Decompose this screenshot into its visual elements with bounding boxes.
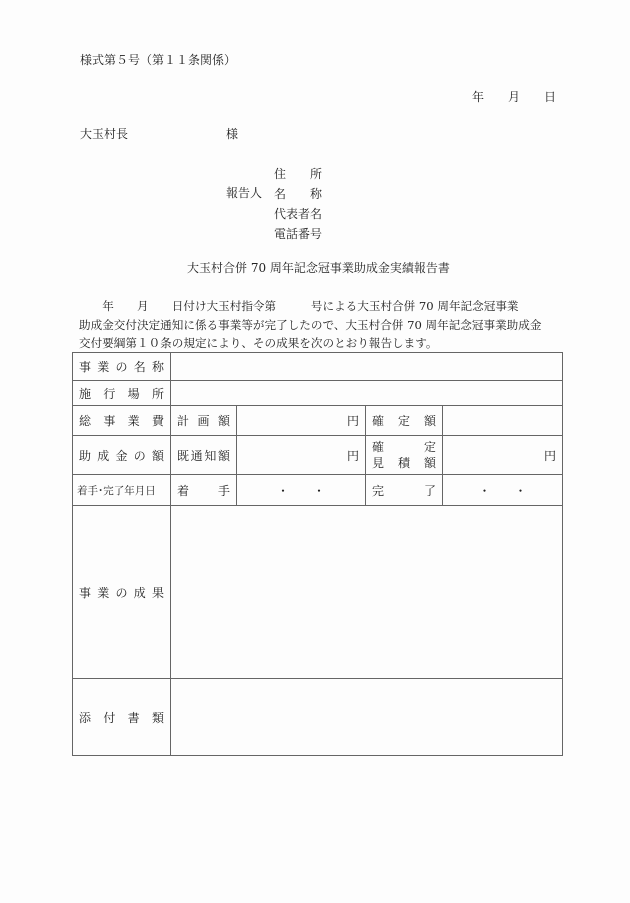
row-project-name (73, 353, 563, 381)
location-field[interactable] (171, 381, 563, 406)
form-number: 様式第５号（第１１条関係） (80, 53, 237, 67)
date-month: 月 (507, 90, 520, 104)
planned-amount-field[interactable] (237, 406, 366, 436)
addressee-honorific: 様 (226, 127, 239, 141)
label-project-name: 事 業 の 名 称 (73, 353, 171, 381)
label-start-end-date: 着手･完了年月日 (73, 475, 171, 506)
row-subsidy (73, 436, 563, 475)
label-total-cost: 総 事 業 費 (73, 406, 171, 436)
reporter-name: 名 称 (274, 187, 323, 201)
yen-unit: 円 (346, 448, 359, 463)
yen-unit: 円 (346, 414, 359, 428)
label-location: 施 行 場 所 (73, 381, 171, 406)
row-location (73, 381, 563, 406)
label-start: 着 手 (171, 475, 237, 506)
attachments-field[interactable] (171, 679, 563, 756)
date-line (472, 88, 556, 105)
row-attachments (73, 679, 563, 756)
reporter-address: 住 所 (274, 167, 323, 181)
label-results: 事 業 の 成 果 (73, 506, 171, 679)
start-date-field[interactable]: ・ ・ (237, 475, 366, 506)
notified-amount-field[interactable] (237, 436, 366, 475)
confirmed-amount-field[interactable] (443, 406, 563, 436)
label-subsidy-amount: 助 成 金 の 額 (73, 436, 171, 475)
report-table (72, 352, 563, 756)
reporter-fields (274, 164, 322, 244)
row-dates (73, 475, 563, 506)
end-date-field[interactable]: ・ ・ (443, 475, 563, 506)
date-day: 日 (543, 90, 556, 104)
yen-unit: 円 (543, 448, 556, 463)
row-results (73, 506, 563, 679)
results-field[interactable] (171, 506, 563, 679)
document-title: 大玉村合併 70 周年記念冠事業助成金実績報告書 (187, 261, 450, 275)
body-line: 助成金交付決定通知に係る事業等が完了したので、大玉村合併 70 周年記念冠事業助成金 (79, 317, 542, 332)
row-total-cost (73, 406, 563, 436)
confirmed-estimate-field[interactable] (443, 436, 563, 475)
reporter-phone: 電話番号 (274, 227, 323, 241)
addressee-name: 大玉村長 (80, 127, 129, 141)
project-name-field[interactable] (171, 353, 563, 381)
label-end: 完 了 (366, 475, 443, 506)
body-line: 年 月 日付け大玉村指令第 号による大玉村合併 70 周年記念冠事業 (79, 299, 519, 313)
label-notified-amount: 既 通 知 額 (171, 436, 237, 475)
date-year: 年 (472, 90, 485, 104)
label-confirmed-estimate: 確 定 見 積 額 (366, 436, 443, 475)
label-confirmed-amount: 確 定 額 (366, 406, 443, 436)
reporter-label: 報告人 (226, 186, 263, 200)
reporter-representative: 代表者名 (274, 207, 323, 221)
body-line: 交付要綱第１０条の規定により、その成果を次のとおり報告します。 (79, 336, 438, 350)
label-attachments: 添 付 書 類 (73, 679, 171, 756)
body-text (79, 297, 541, 353)
label-planned-amount: 計 画 額 (171, 406, 237, 436)
